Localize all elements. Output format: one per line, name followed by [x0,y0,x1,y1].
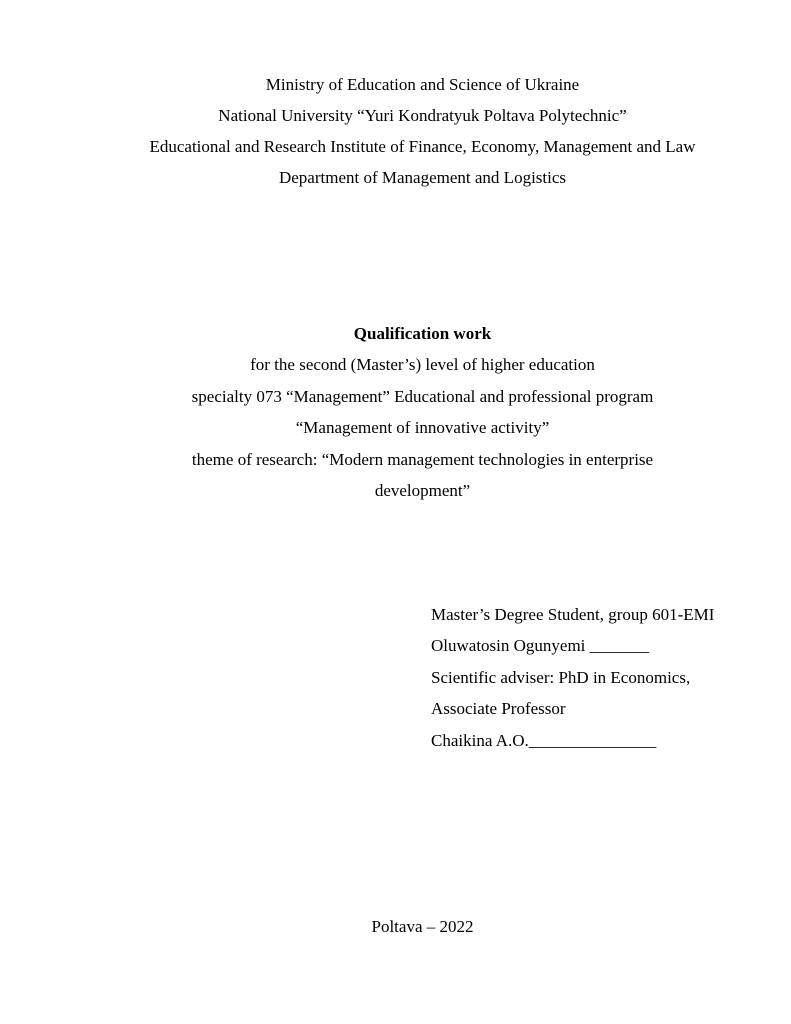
adviser-role-line: Scientific adviser: PhD in Economics, [431,668,691,687]
university-line: National University “Yuri Kondratyuk Poltava Polytechnic” [218,106,627,125]
specialty-line: specialty 073 “Management” Educational and professional program [191,387,654,406]
program-line: “Management of innovative activity” [295,418,550,437]
place-year-line: Poltava – 2022 [371,917,474,936]
adviser-title-line: Associate Professor [431,699,566,718]
department-line: Department of Management and Logistics [278,168,567,187]
education-level-line: for the second (Master’s) level of higher education [250,355,595,374]
adviser-name-line: Chaikina A.O._______________ [431,731,657,750]
theme-line-1: theme of research: “Modern management technologies in enterprise [191,450,654,469]
institute-line: Educational and Research Institute of Finance, Economy, Management and Law [149,137,696,156]
student-name-line: Oluwatosin Ogunyemi _______ [431,636,650,655]
work-title: Qualification work [353,324,492,343]
ministry-line: Ministry of Education and Science of Ukraine [265,75,580,94]
student-role-line: Master’s Degree Student, group 601-EMI [431,605,715,624]
theme-line-2: development” [374,481,471,500]
